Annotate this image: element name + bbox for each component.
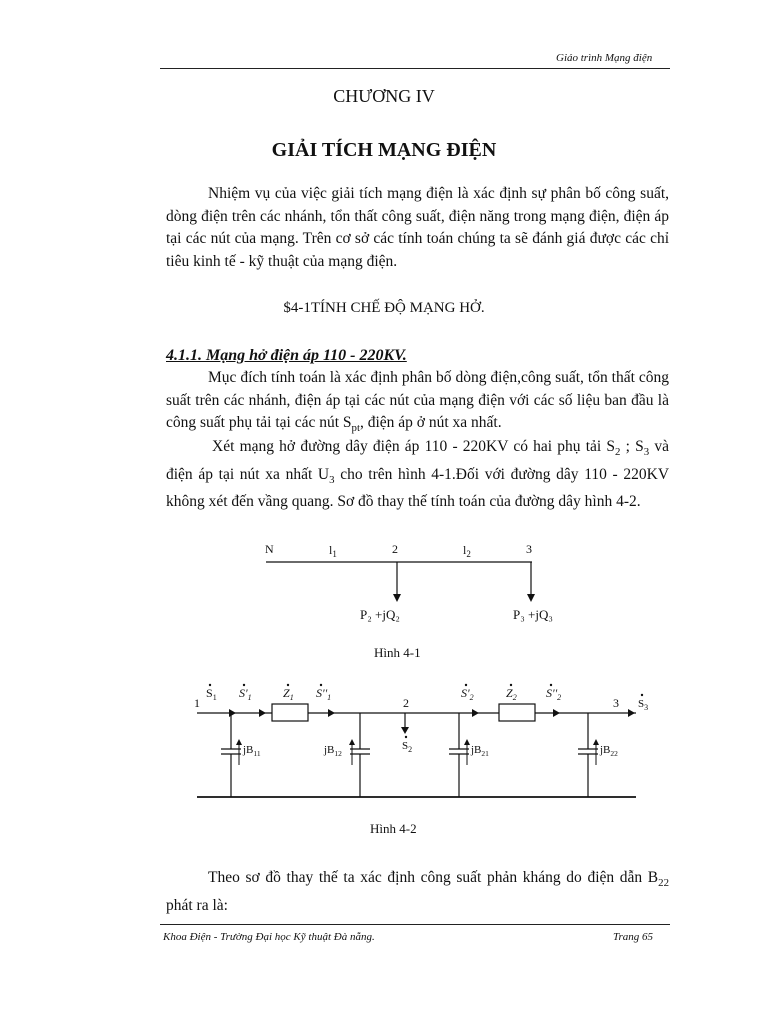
paragraph-2-b: ; S — [620, 438, 644, 455]
fig2-jb12 — [323, 744, 342, 758]
fig1-l1-sub: 1 — [332, 549, 337, 559]
paragraph-1-text: Mục đích tính toán là xác định phân bố dòng điện,công suất, tổn thất công suất trên các nhánh, điện áp tại các nút của mạng điện với các số liệu ban đầu là công suất phụ tải tại các nút S — [166, 369, 669, 432]
fig1-l1-main: l — [329, 543, 333, 557]
fig2-node-3: 3 — [613, 696, 619, 710]
header-title: Giáo trình Mạng điện — [556, 52, 653, 64]
fig2-s1-sub: 1 — [212, 693, 217, 702]
fig2-dot-s1pp — [320, 684, 322, 686]
fig2-jb21-main: jB — [471, 744, 482, 756]
fig2-impedance-z2 — [499, 704, 535, 721]
fig2-s1pp-main: S'' — [316, 686, 328, 700]
fig1-l2 — [463, 543, 471, 559]
fig1-node-3: 3 — [526, 542, 532, 556]
fig2-capacitor-b21 — [449, 713, 470, 797]
paragraph-2-s2: 2 — [615, 446, 621, 459]
fig2-capacitor-b12 — [349, 713, 370, 797]
fig2-dot-s2pp — [550, 684, 552, 686]
fig2-node-1: 1 — [194, 696, 200, 710]
section-heading: $4-1TÍNH CHẾ ĐỘ MẠNG HỞ. — [283, 300, 485, 316]
paragraph-3-sub: 22 — [658, 877, 669, 890]
paragraph-2-u3: 3 — [329, 473, 335, 486]
fig1-node-2: 2 — [392, 542, 398, 556]
fig1-caption: Hình 4-1 — [374, 645, 421, 660]
fig2-s2pp — [546, 686, 561, 702]
fig2-s2pp-main: S'' — [546, 686, 558, 700]
fig1-l2-main: l — [463, 543, 467, 557]
intro-paragraph: Nhiệm vụ của việc giải tích mạng điện là xác định sự phân bố công suất, dòng điện trên các nhánh, tổn thất công suất, điện năng trong mạng điện, điện áp tại các nút của mạng. Trên cơ sở các tính toán chúng ta sẽ đánh giá được các chỉ tiêu kinh tế - kỹ thuật của mạng điện. — [166, 185, 669, 270]
fig2-jb21-sub: 21 — [481, 749, 489, 758]
fig2-dot-s2p — [465, 684, 467, 686]
fig2-s2-main: S — [402, 740, 409, 752]
fig1-load2-arrowhead — [393, 594, 401, 602]
fig2-dot-z2 — [510, 684, 512, 686]
fig2-s2p-main: S' — [461, 686, 470, 700]
fig2-arrow-s1pp — [328, 709, 335, 717]
fig2-jb11 — [242, 744, 261, 758]
fig2-s1-main: S — [206, 686, 213, 700]
fig2-z1 — [283, 686, 294, 702]
fig2-z1-sub: 1 — [289, 693, 294, 702]
fig2-s2-sub: 2 — [408, 745, 413, 754]
chapter-number: CHƯƠNG IV — [333, 86, 435, 106]
fig2-node-2: 2 — [403, 696, 409, 710]
chapter-title: GIẢI TÍCH MẠNG ĐIỆN — [271, 139, 497, 161]
fig1-load2-label: P₂ +jQ₂ — [360, 607, 400, 622]
fig2-arrow-s2pp — [553, 709, 560, 717]
fig2-impedance-z1 — [272, 704, 308, 721]
fig2-load2-arrowhead — [401, 727, 409, 734]
fig2-s1p — [239, 686, 252, 702]
fig2-dot-z1 — [287, 684, 289, 686]
fig2-s1pp — [316, 686, 331, 702]
fig2-s1 — [206, 686, 217, 702]
fig2-s3-main: S — [638, 698, 645, 710]
paragraph-2-c: và điện áp tại nút xa nhất U — [166, 438, 669, 483]
fig2-arrow-s1 — [229, 709, 236, 717]
fig2-dot-s1 — [209, 684, 211, 686]
fig2-jb21 — [470, 744, 489, 758]
fig2-jb11-sub: 11 — [253, 749, 261, 758]
paragraph-1-sub: pt — [351, 422, 360, 435]
fig2-s2p-sub: 2 — [469, 693, 474, 702]
fig2-dot-s2 — [405, 736, 407, 738]
fig2-arrow-s3 — [628, 709, 635, 717]
fig2-s1p-main: S' — [239, 686, 248, 700]
footer-rule — [160, 924, 670, 925]
paragraph-1-tail: , điện áp ở nút xa nhất. — [359, 414, 502, 432]
fig2-z2-sub: 2 — [512, 693, 517, 702]
fig1-l2-sub: 2 — [466, 549, 471, 559]
fig1-load3-label: P₃ +jQ₃ — [513, 607, 553, 622]
paragraph-3 — [166, 867, 669, 917]
paragraph-2-a: Xét mạng hở đường dây điện áp 110 - 220KV có hai phụ tải S — [212, 438, 616, 455]
fig2-dot-s1p — [243, 684, 245, 686]
footer-page-number: Trang 65 — [613, 931, 654, 943]
fig2-s2pp-sub: 2 — [557, 693, 562, 702]
fig2-capacitor-b22 — [578, 713, 599, 797]
subsection-heading: 4.1.1. Mạng hở điện áp 110 - 220KV. — [166, 347, 407, 364]
fig2-z2 — [506, 686, 517, 702]
fig2-arrow-s1p — [259, 709, 266, 717]
fig2-jb22 — [599, 744, 618, 758]
fig2-s3 — [638, 698, 648, 712]
fig1-l1 — [329, 543, 337, 559]
fig2-s2 — [402, 740, 412, 754]
paragraph-3-a: Theo sơ đồ thay thế ta xác định công suất phản kháng do điện dẫn B — [208, 869, 659, 886]
fig2-capacitor-b11 — [221, 713, 242, 797]
fig2-s3-sub: 3 — [644, 703, 649, 712]
fig2-jb22-sub: 22 — [610, 749, 618, 758]
fig2-jb11-main: jB — [243, 744, 254, 756]
fig2-jb12-sub: 12 — [334, 749, 342, 758]
paragraph-2-d: cho trên hình 4-1.Đối với đường dây 110 - 220KV không xét đến vầng quang. Sơ đồ thay thế tính toán của đường dây hình 4-2. — [166, 465, 670, 511]
fig2-caption: Hình 4-2 — [370, 821, 417, 836]
fig2-jb12-main: jB — [324, 744, 335, 756]
fig2-s1p-sub: 1 — [247, 693, 252, 702]
fig2-dot-s3 — [641, 694, 643, 696]
fig2-z1-main: Z — [283, 686, 290, 700]
fig2-z2-main: Z — [506, 686, 513, 700]
figure-4-2 — [194, 684, 648, 836]
footer-institution: Khoa Điện - Trường Đại học Kỹ thuật Đà nẵng. — [163, 931, 375, 943]
paragraph-2-s3: 3 — [643, 446, 650, 459]
fig1-node-n: N — [265, 542, 274, 556]
fig2-s1pp-sub: 1 — [327, 693, 332, 702]
fig2-jb22-main: jB — [600, 744, 611, 756]
fig1-load3-arrowhead — [527, 594, 535, 602]
fig2-s2p — [461, 686, 474, 702]
fig2-arrow-s2p — [472, 709, 479, 717]
paragraph-3-b: phát ra là: — [166, 896, 228, 914]
